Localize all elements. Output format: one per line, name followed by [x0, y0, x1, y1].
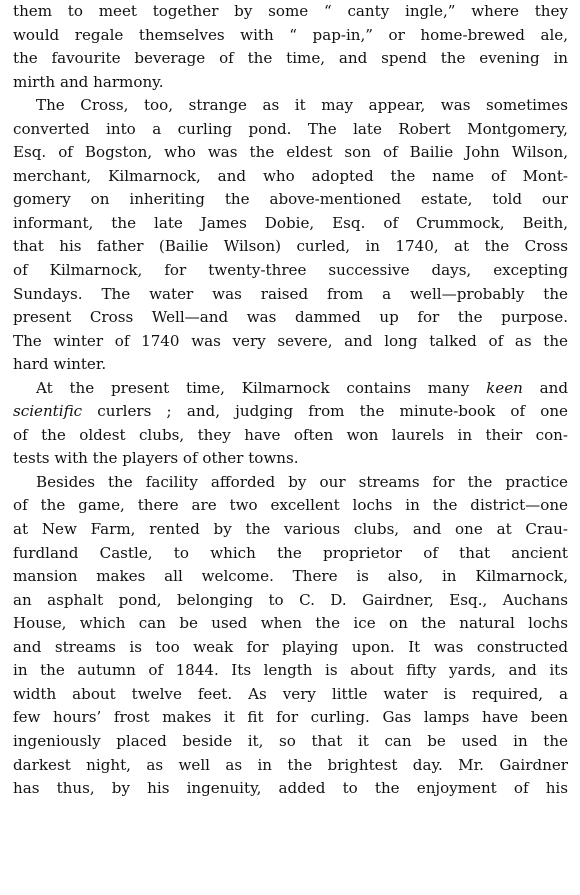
paragraph: [13, 94, 568, 377]
text-line: and streams is too weak for playing upon. It was constructed: [13, 637, 568, 656]
text-line: The Cross, too, strange as it may appear, was sometimes: [36, 96, 568, 115]
paragraph: [13, 377, 568, 471]
text-line: has thus, by his ingenuity, added to the enjoyment of his: [13, 779, 568, 798]
text-line: Esq. of Bogston, who was the eldest son of Bailie John Wilson,: [13, 143, 568, 162]
text-line: converted into a curling pond. The late Robert Montgomery,: [13, 119, 568, 138]
text-line: present Cross Well—and was dammed up for the purpose.: [13, 308, 568, 327]
text-line: of Kilmarnock, for twenty-three successive days, excepting: [13, 261, 568, 280]
text-run: tests with the players of other towns.: [13, 449, 299, 468]
text-line: House, which can be used when the ice on the natural lochs: [13, 614, 568, 633]
text-line: in the autumn of 1844. Its length is about fifty yards, and its: [13, 661, 568, 680]
paragraph: [13, 471, 568, 801]
italic-word: scientific: [13, 402, 83, 421]
text-line: Besides the facility afforded by our streams for the practice: [36, 472, 568, 491]
text-line: [13, 424, 568, 448]
text-line: them to meet together by some “ canty ingle,” where they: [13, 2, 568, 20]
text-line: [13, 447, 568, 471]
text-line: the favourite beverage of the time, and spend the evening in: [13, 49, 568, 68]
text-line: [13, 400, 568, 424]
text-line: few hours’ frost makes it fit for curling. Gas lamps have been: [13, 708, 568, 727]
text-line: width about twelve feet. As very little water is required, a: [13, 684, 568, 703]
text-line: ingeniously placed beside it, so that it can be used in the: [13, 731, 568, 750]
text-line: informant, the late James Dobie, Esq. of Crummock, Beith,: [13, 213, 568, 232]
text-line: an asphalt pond, belonging to C. D. Gairdner, Esq., Auchans: [13, 590, 568, 609]
text-line: that his father (Bailie Wilson) curled, in 1740, at the Cross: [13, 237, 568, 256]
text-line: Sundays. The water was raised from a well—probably the: [13, 284, 568, 303]
text-line: darkest night, as well as in the brightest day. Mr. Gairdner: [13, 755, 568, 774]
text-line: gomery on inheriting the above-mentioned estate, told our: [13, 190, 568, 209]
italic-word: keen: [486, 378, 523, 397]
text-line: mirth and harmony.: [13, 72, 164, 91]
paragraph: [13, 0, 568, 94]
text-line: [13, 377, 568, 401]
text-run: of the oldest clubs, they have often won laurels in their con-: [13, 425, 568, 444]
text-line: merchant, Kilmarnock, and who adopted the name of Mont-: [13, 166, 568, 185]
text-run: At the present time, Kilmarnock contains many: [36, 378, 487, 397]
text-line: The winter of 1740 was very severe, and long talked of as the: [13, 331, 568, 350]
text-line: furdland Castle, to which the proprietor of that ancient: [13, 543, 568, 562]
text-line: at New Farm, rented by the various clubs, and one at Crau-: [13, 520, 568, 539]
text-line: of the game, there are two excellent lochs in the district—one: [13, 496, 568, 515]
text-line: hard winter.: [13, 355, 107, 374]
text-run: and: [522, 378, 569, 397]
text-line: would regale themselves with “ pap-in,” or home-brewed ale,: [13, 25, 568, 44]
text-run: curlers ; and, judging from the minute-book of one: [82, 402, 568, 421]
book-page: [13, 0, 568, 801]
text-line: mansion makes all welcome. There is also, in Kilmarnock,: [13, 567, 568, 586]
